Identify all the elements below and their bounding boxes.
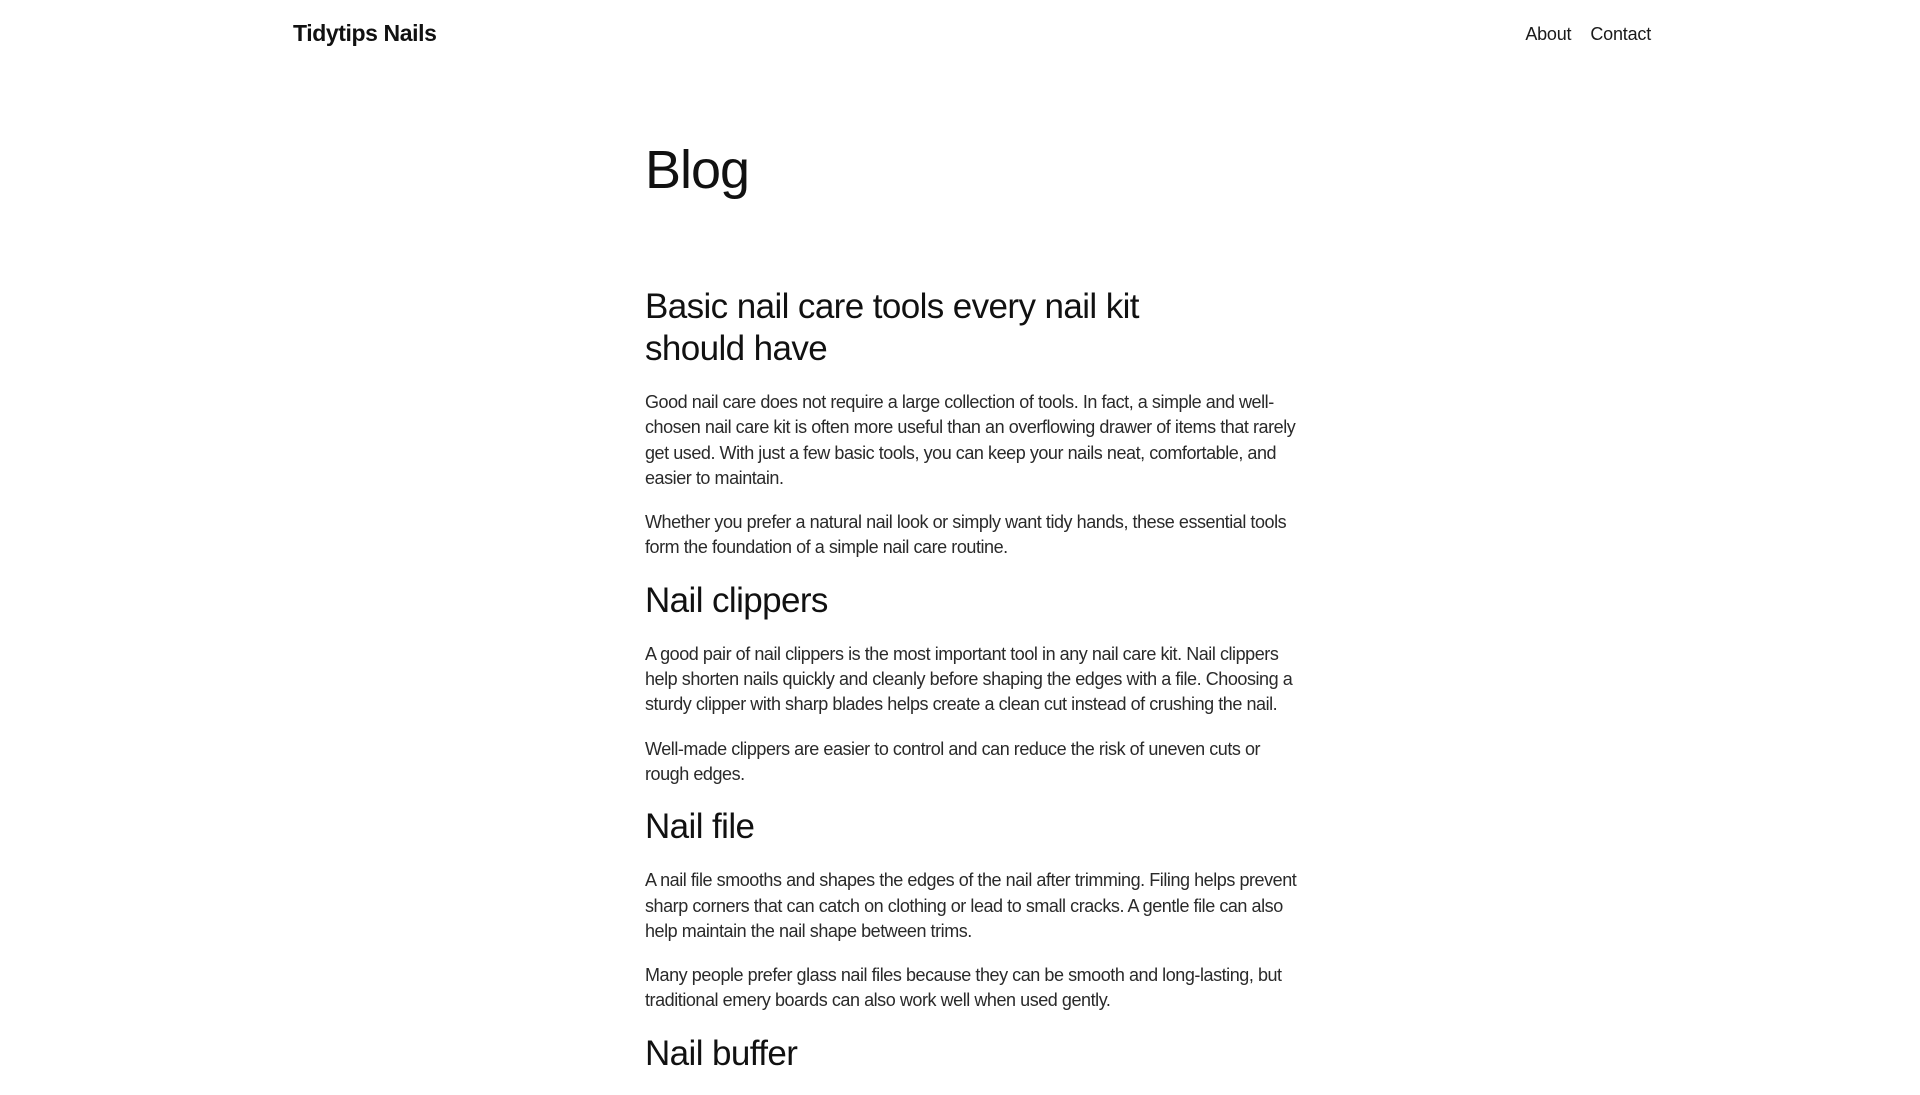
- article-paragraph: A good pair of nail clippers is the most important tool in any nail care kit. Nail clippers help shorten nails quickly and cleanly before shaping the edges with a file. Choosing a sturdy clipper with sharp blades helps create a clean cut instead of crushing the nail.: [645, 643, 1293, 715]
- article-paragraph: Well-made clippers are easier to control and can reduce the risk of uneven cuts or rough edges.: [645, 738, 1261, 784]
- article-paragraph: Good nail care does not require a large collection of tools. In fact, a simple and well-chosen nail care kit is often more useful than an overflowing drawer of items that rarely get used. With just a few basic tools, you can keep your nails neat, comfortable, and easier to maintain.: [645, 392, 1296, 488]
- section-heading-nail-clippers: Nail clippers: [645, 580, 828, 620]
- blog-article: [645, 286, 1305, 1075]
- main-content: [645, 136, 1305, 1095]
- main-nav: [1525, 24, 1651, 45]
- nav-link-about[interactable]: About: [1525, 24, 1572, 44]
- article-paragraph: A nail file smooths and shapes the edges of the nail after trimming. Filing helps prevent sharp corners that can catch on clothing or lead to small cracks. A gentle file can also help maintain the nail shape between trims.: [645, 870, 1297, 941]
- section-heading-nail-buffer: Nail buffer: [645, 1033, 798, 1073]
- nav-link-contact[interactable]: Contact: [1590, 24, 1651, 44]
- site-logo[interactable]: Tidytips Nails: [293, 20, 437, 46]
- article-paragraph: Many people prefer glass nail files because they can be smooth and long-lasting, but traditional emery boards can also work well when used gently.: [645, 965, 1282, 1011]
- article-title[interactable]: Basic nail care tools every nail kit should have: [645, 287, 1139, 368]
- site-header: [0, 0, 1920, 72]
- section-heading-nail-file: Nail file: [645, 807, 755, 847]
- page-title: Blog: [645, 140, 750, 200]
- article-paragraph: Whether you prefer a natural nail look or simply want tidy hands, these essential tools form the foundation of a simple nail care routine.: [645, 512, 1287, 558]
